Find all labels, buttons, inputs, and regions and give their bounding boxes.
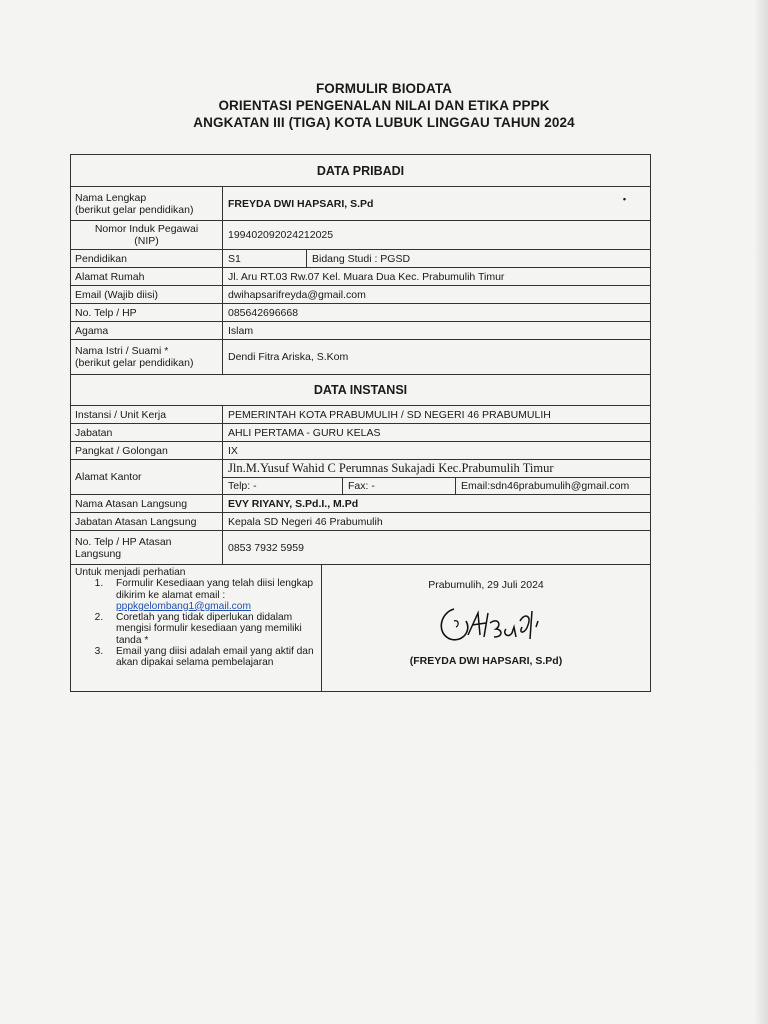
row-nama [71, 187, 650, 221]
header-line-1: FORMULIR BIODATA [315, 81, 453, 96]
row-jabatan-atasan [71, 513, 650, 531]
section-title-instansi: DATA INSTANSI [71, 375, 650, 406]
label-telp: No. Telp / HP [71, 304, 223, 321]
value-email: dwihapsarifreyda@gmail.com [228, 288, 366, 301]
footer-row [71, 565, 650, 691]
value-bidang-studi: Bidang Studi : PGSD [312, 252, 411, 265]
label-pendidikan: Pendidikan [71, 250, 223, 267]
row-alamat-kantor [71, 460, 650, 495]
label-jabatan: Jabatan [71, 424, 223, 441]
signature-name: (FREYDA DWI HAPSARI, S.Pd) [409, 655, 563, 667]
row-pangkat [71, 442, 650, 460]
label-email: Email (Wajib diisi) [71, 286, 223, 303]
value-nama [223, 187, 650, 220]
row-unit-kerja [71, 406, 650, 424]
notes-list [75, 578, 317, 668]
label-telp-atasan-line2: Langsung [75, 547, 122, 560]
row-alamat [71, 268, 650, 286]
ink-mark-icon: • [622, 194, 626, 204]
label-alamat: Alamat Rumah [71, 268, 223, 285]
value-atasan: EVY RIYANY, S.Pd.I., M.Pd [228, 497, 359, 510]
notes-item-3: 3. Email yang diisi adalah email yang aktif dan akan dipakai selama pembelajaran [106, 646, 317, 669]
signature-box [322, 565, 650, 691]
value-nip: 199402092024212025 [228, 229, 334, 241]
label-nip-line2: (NIP) [134, 235, 159, 247]
value-unit-kerja: PEMERINTAH KOTA PRABUMULIH / SD NEGERI 46 PRABUMULIH [228, 408, 551, 421]
row-telp-atasan [71, 531, 650, 565]
row-agama [71, 322, 650, 340]
row-email [71, 286, 650, 304]
value-jabatan-atasan: Kepala SD Negeri 46 Prabumulih [228, 515, 383, 528]
label-pasangan-line1: Nama Istri / Suami * [75, 345, 169, 357]
notes-item-2: 2. Coretlah yang tidak diperlukan didalam mengisi formulir kesediaan yang memiliki tanda * [106, 612, 317, 646]
label-alamat-kantor: Alamat Kantor [71, 460, 223, 494]
biodata-form [70, 154, 651, 692]
row-nip [71, 221, 650, 250]
value-pasangan: Dendi Fitra Ariska, S.Kom [228, 351, 349, 363]
label-nip [71, 221, 223, 249]
label-pasangan-line2: (berikut gelar pendidikan) [75, 357, 194, 369]
value-nama-text: FREYDA DWI HAPSARI, S.Pd [228, 197, 374, 210]
handwritten-signature [432, 599, 552, 649]
row-pasangan [71, 340, 650, 375]
row-pendidikan [71, 250, 650, 268]
row-atasan [71, 495, 650, 513]
label-nama [71, 187, 223, 220]
label-unit-kerja: Instansi / Unit Kerja [71, 406, 223, 423]
form-header [0, 80, 768, 131]
row-jabatan [71, 424, 650, 442]
value-alamat-kantor: Jln.M.Yusuf Wahid C Perumnas Sukajadi Kec.Prabumulih Timur [223, 460, 650, 478]
label-pasangan [71, 340, 223, 374]
notes-item-1-text: Formulir Kesediaan yang telah diisi lengkap dikirim ke alamat email : [116, 578, 314, 601]
label-atasan: Nama Atasan Langsung [71, 495, 223, 512]
value-kantor-telp: Telp: - [223, 478, 343, 494]
value-telp: 085642696668 [228, 306, 299, 319]
value-kantor-fax: Fax: - [343, 478, 456, 494]
value-pangkat: IX [228, 444, 238, 457]
notes-box [71, 565, 322, 691]
label-agama: Agama [71, 322, 223, 339]
label-telp-atasan-line1: No. Telp / HP Atasan [75, 535, 172, 548]
header-line-3: ANGKATAN III (TIGA) KOTA LUBUK LINGGAU TAHUN 2024 [193, 115, 575, 130]
label-nama-line2: (berikut gelar pendidikan) [75, 203, 194, 216]
label-telp-atasan [71, 531, 223, 564]
value-alamat: Jl. Aru RT.03 Rw.07 Kel. Muara Dua Kec. Prabumulih Timur [228, 270, 505, 283]
notes-intro: Untuk menjadi perhatian [75, 567, 186, 578]
label-nama-line1: Nama Lengkap [75, 191, 147, 204]
header-line-2: ORIENTASI PENGENALAN NILAI DAN ETIKA PPPK [218, 98, 550, 113]
value-agama: Islam [228, 324, 254, 337]
label-pangkat: Pangkat / Golongan [71, 442, 223, 459]
label-nip-line1: Nomor Induk Pegawai [94, 223, 199, 235]
scan-edge-shadow [754, 0, 768, 1024]
value-pendidikan: S1 [223, 250, 307, 267]
section-title-pribadi: DATA PRIBADI [71, 155, 650, 187]
notes-email-link[interactable]: pppkgelombang1@gmail.com [116, 600, 251, 612]
row-telp [71, 304, 650, 322]
value-jabatan: AHLI PERTAMA - GURU KELAS [228, 426, 381, 439]
value-kantor-email: Email:sdn46prabumulih@gmail.com [461, 480, 630, 492]
label-jabatan-atasan: Jabatan Atasan Langsung [71, 513, 223, 530]
notes-item-1 [106, 578, 317, 612]
signature-place-date: Prabumulih, 29 Juli 2024 [428, 579, 544, 591]
value-telp-atasan: 0853 7932 5959 [228, 541, 304, 554]
